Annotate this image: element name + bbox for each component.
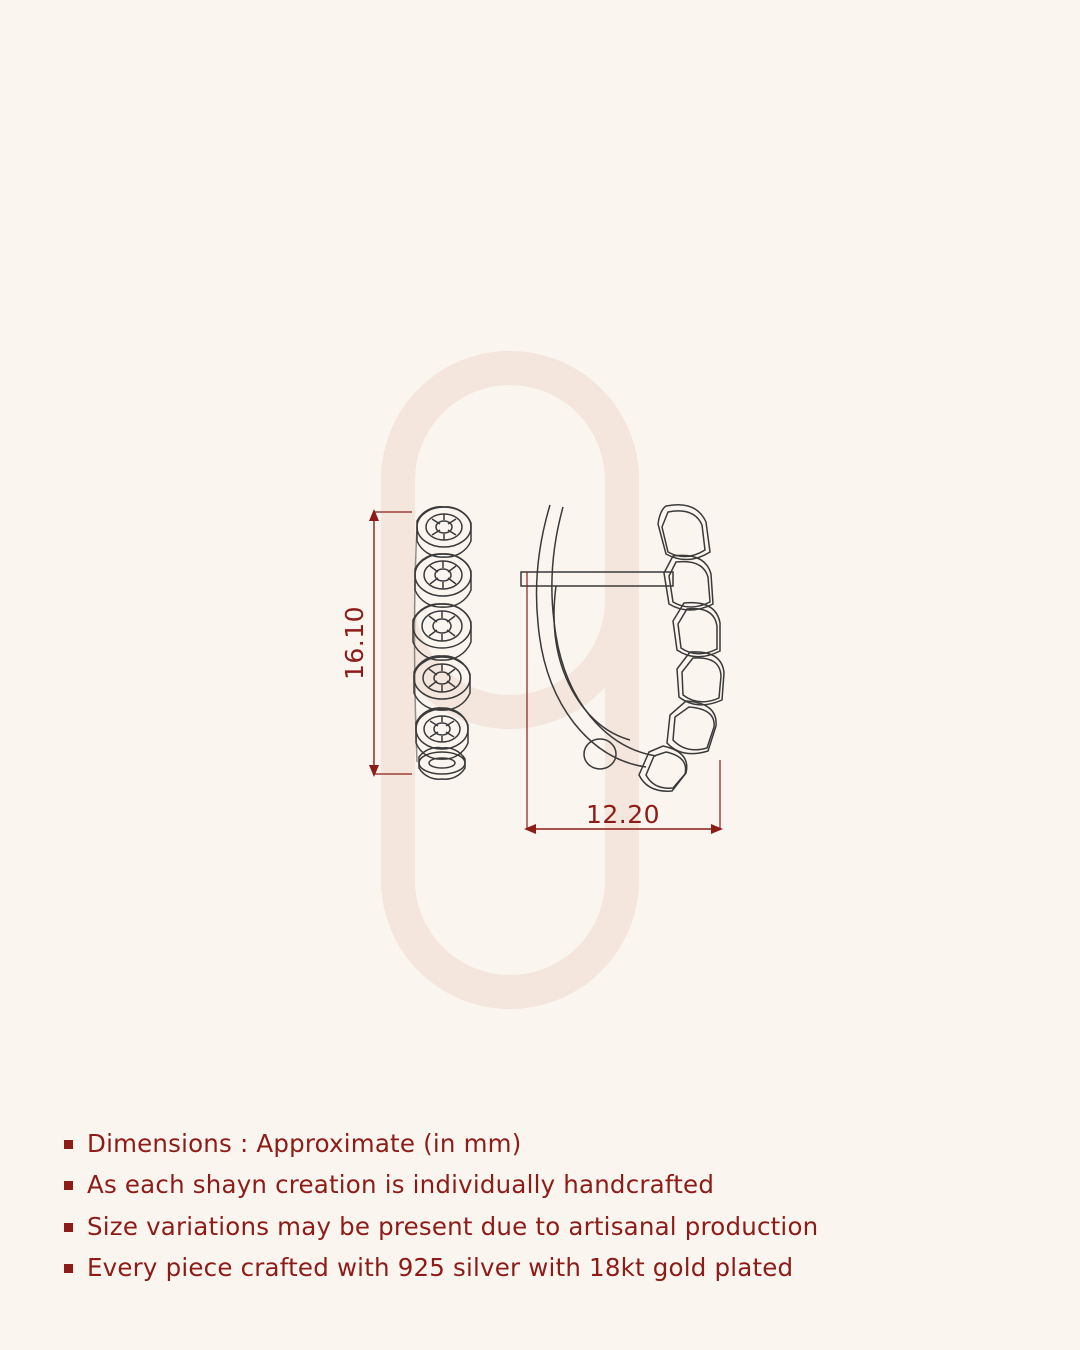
notes-list bbox=[0, 1128, 1080, 1293]
bullet-icon bbox=[64, 1140, 73, 1149]
list-item bbox=[64, 1128, 1080, 1159]
note-text: As each shayn creation is individually handcrafted bbox=[87, 1170, 715, 1200]
bullet-icon bbox=[64, 1264, 73, 1273]
list-item bbox=[64, 1211, 1080, 1242]
width-dimension-label: 12.20 bbox=[585, 800, 661, 829]
list-item bbox=[64, 1252, 1080, 1283]
note-text: Dimensions : Approximate (in mm) bbox=[87, 1129, 522, 1158]
note-text: Size variations may be present due to artisanal production bbox=[87, 1211, 819, 1241]
bullet-icon bbox=[64, 1181, 73, 1190]
watermark-oval-monogram bbox=[398, 368, 622, 992]
height-dimension-label: 16.10 bbox=[340, 605, 369, 681]
bullet-icon bbox=[64, 1223, 73, 1232]
list-item bbox=[64, 1169, 1080, 1200]
note-text: Every piece crafted with 925 silver with 18kt gold plated bbox=[87, 1253, 794, 1283]
